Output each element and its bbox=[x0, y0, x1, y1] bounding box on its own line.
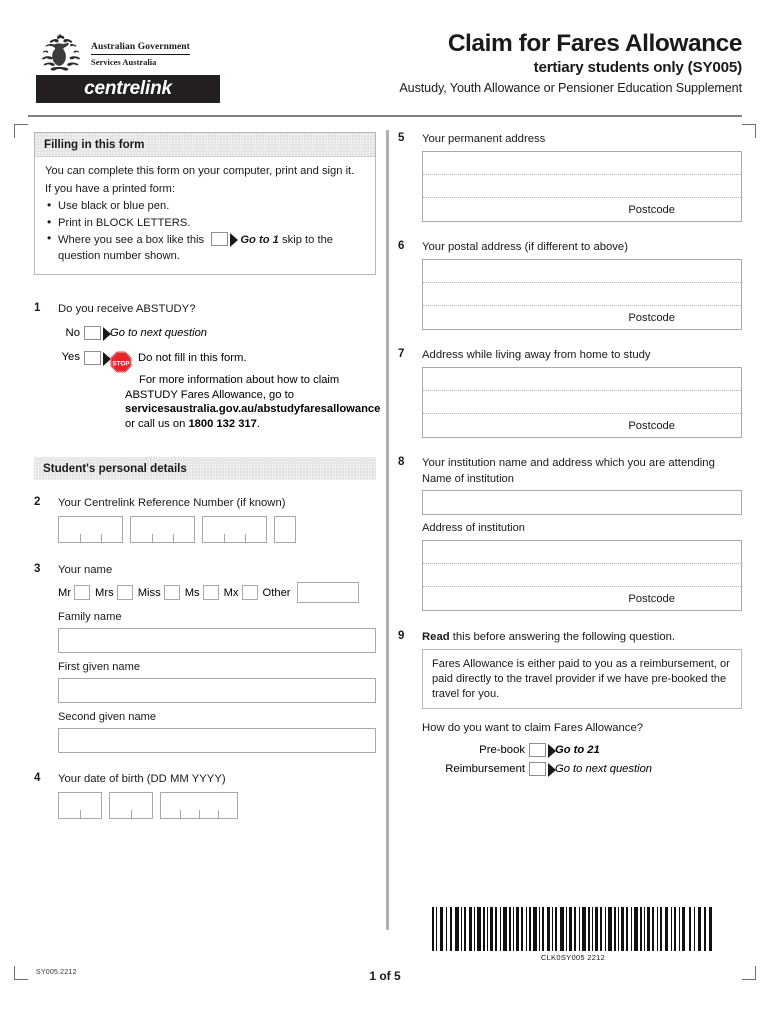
question-9-label bbox=[422, 630, 742, 645]
dob-month-input[interactable] bbox=[109, 792, 153, 819]
crn-group-1[interactable] bbox=[58, 516, 123, 543]
header-divider-rule bbox=[28, 115, 742, 117]
postal-address-block[interactable] bbox=[422, 259, 742, 330]
title-subtitle: tertiary students only (SY005) bbox=[533, 59, 742, 76]
address-line-2[interactable] bbox=[423, 391, 741, 414]
question-3-label: Your name bbox=[58, 564, 113, 577]
bullet-3-tail: skip to the question number shown. bbox=[58, 234, 334, 262]
question-4-label: Your date of birth (DD MM YYYY) bbox=[58, 773, 226, 786]
centrelink-wordmark: centrelink bbox=[84, 78, 172, 99]
institution-name-label: Name of institution bbox=[422, 473, 514, 485]
first-given-name-input[interactable] bbox=[58, 678, 376, 703]
question-9-number: 9 bbox=[398, 630, 405, 642]
barcode-icon bbox=[432, 907, 714, 951]
title-checkbox-mx[interactable] bbox=[242, 585, 258, 600]
study-address-block[interactable] bbox=[422, 367, 742, 438]
address-line-2[interactable] bbox=[423, 283, 741, 306]
government-wordmark bbox=[91, 32, 190, 67]
dob-day-input[interactable] bbox=[58, 792, 102, 819]
question-7-label: Address while living away from home to study bbox=[422, 349, 651, 361]
question-1-stop-phone-line bbox=[125, 417, 376, 432]
crop-mark-top-left bbox=[14, 124, 28, 138]
institution-name-input[interactable] bbox=[422, 490, 742, 515]
address-line-2[interactable] bbox=[423, 175, 741, 198]
title-checkbox-ms[interactable] bbox=[203, 585, 219, 600]
title-option-mrs-label: Mrs bbox=[95, 586, 114, 599]
address-line-1[interactable] bbox=[423, 368, 741, 391]
title-option-other-label: Other bbox=[262, 586, 291, 599]
title-option-ms-label: Ms bbox=[184, 586, 200, 599]
question-9-prebook-checkbox[interactable] bbox=[529, 743, 546, 757]
institution-address-block[interactable] bbox=[422, 540, 742, 611]
address-postcode-row[interactable] bbox=[423, 587, 741, 610]
filling-in-line-2: If you have a printed form: bbox=[45, 182, 175, 195]
barcode-label: CLK0SY005 2212 bbox=[540, 953, 606, 962]
question-6 bbox=[398, 240, 742, 330]
gov-line-australian-government: Australian Government bbox=[91, 42, 190, 55]
question-1-label: Do you receive ABSTUDY? bbox=[58, 303, 196, 315]
question-9-answer-reimbursement bbox=[422, 762, 742, 776]
question-1-phone-number: 1800 132 317 bbox=[188, 417, 257, 430]
question-4-number: 4 bbox=[34, 772, 41, 785]
address-postcode-row[interactable] bbox=[423, 198, 741, 221]
svg-text:STOP: STOP bbox=[112, 360, 130, 368]
question-1-phone-period: . bbox=[256, 417, 260, 430]
form-code-footer: SY005.2212 bbox=[36, 969, 77, 976]
question-9-read-bold: Read bbox=[422, 631, 450, 643]
list-item: • Use black or blue pen. bbox=[45, 199, 365, 215]
centrelink-logo bbox=[36, 75, 220, 103]
fares-allowance-info-box: Fares Allowance is either paid to you as a reimbursement, or paid directly to the travel provider if we have pre-booked the travel for you. bbox=[422, 649, 742, 709]
question-1-no-goto: Go to next question bbox=[110, 327, 208, 339]
question-8-number: 8 bbox=[398, 456, 405, 468]
question-6-number: 6 bbox=[398, 240, 405, 252]
list-item bbox=[45, 232, 365, 264]
question-9-reimbursement-goto: Go to next question bbox=[555, 763, 653, 776]
question-2 bbox=[34, 496, 376, 543]
page-number-footer: 1 of 5 bbox=[369, 969, 401, 983]
column-divider bbox=[386, 130, 389, 930]
question-1-yes-label: Yes bbox=[61, 351, 80, 363]
barcode-area bbox=[432, 907, 714, 962]
question-7 bbox=[398, 348, 742, 438]
crn-group-2[interactable] bbox=[130, 516, 195, 543]
question-4 bbox=[34, 772, 376, 819]
question-9-prebook-label: Pre-book bbox=[479, 744, 525, 757]
question-1-stop-line-1: Do not fill in this form. bbox=[138, 352, 247, 364]
question-5-number: 5 bbox=[398, 132, 405, 144]
postcode-label: Postcode bbox=[628, 419, 675, 432]
page-header bbox=[0, 0, 770, 118]
address-line-2[interactable] bbox=[423, 564, 741, 587]
title-payments-line: Austudy, Youth Allowance or Pensioner Education Supplement bbox=[399, 81, 742, 95]
goto-box-example-icon bbox=[211, 232, 228, 246]
question-9-reimbursement-label: Reimbursement bbox=[445, 763, 525, 776]
question-1-answer-yes bbox=[58, 351, 376, 372]
bullet-3-lead: Where you see a box like this bbox=[58, 234, 205, 246]
title-option-mr-label: Mr bbox=[58, 586, 72, 599]
stop-sign-icon bbox=[110, 351, 131, 372]
coat-of-arms-icon bbox=[38, 32, 84, 72]
goto-example-label: Go to 1 bbox=[240, 234, 279, 246]
crn-group-3[interactable] bbox=[202, 516, 267, 543]
question-5 bbox=[398, 132, 742, 222]
question-2-number: 2 bbox=[34, 496, 41, 509]
page-title bbox=[399, 30, 742, 97]
question-1-answer-no bbox=[58, 326, 376, 340]
question-1-stop-url: servicesaustralia.gov.au/abstudyfaresallowance bbox=[125, 403, 381, 416]
question-9-prebook-goto: Go to 21 bbox=[555, 744, 600, 757]
question-9-reimbursement-checkbox[interactable] bbox=[529, 762, 546, 776]
question-8-label: Your institution name and address which you are attending bbox=[422, 457, 715, 469]
question-3 bbox=[34, 563, 376, 753]
first-given-name-label: First given name bbox=[58, 661, 141, 674]
postcode-label: Postcode bbox=[628, 203, 675, 216]
filling-in-heading: Filling in this form bbox=[35, 133, 375, 157]
family-name-label: Family name bbox=[58, 611, 122, 624]
question-3-number: 3 bbox=[34, 563, 41, 576]
left-column bbox=[34, 132, 381, 819]
address-line-1[interactable] bbox=[423, 541, 741, 564]
crn-input-row bbox=[58, 516, 376, 543]
question-2-label: Your Centrelink Reference Number (if known) bbox=[58, 497, 286, 510]
institution-address-label: Address of institution bbox=[422, 522, 525, 534]
address-line-1[interactable] bbox=[423, 260, 741, 283]
title-selector-row bbox=[58, 582, 376, 603]
second-given-name-input[interactable] bbox=[58, 728, 376, 753]
title-main: Claim for Fares Allowance bbox=[447, 30, 742, 57]
address-postcode-row[interactable] bbox=[423, 414, 741, 437]
question-8 bbox=[398, 456, 742, 611]
question-9-read-tail: this before answering the following question. bbox=[452, 631, 676, 643]
question-9-answer-prebook bbox=[422, 743, 742, 757]
question-1-number: 1 bbox=[34, 302, 41, 314]
filling-in-bullet-list bbox=[45, 199, 365, 264]
postcode-label: Postcode bbox=[628, 592, 675, 605]
question-1 bbox=[34, 302, 381, 431]
filling-in-body bbox=[35, 157, 375, 274]
gov-line-services-australia: Services Australia bbox=[91, 57, 157, 67]
postcode-label: Postcode bbox=[628, 311, 675, 324]
crop-mark-top-right bbox=[742, 124, 756, 138]
question-1-call-text: or call us on bbox=[125, 417, 186, 430]
question-7-number: 7 bbox=[398, 348, 405, 360]
question-1-no-checkbox[interactable] bbox=[84, 326, 101, 340]
filling-in-this-form-box bbox=[34, 132, 376, 275]
second-given-name-label: Second given name bbox=[58, 711, 157, 724]
dob-year-input[interactable] bbox=[160, 792, 238, 819]
date-of-birth-row bbox=[58, 792, 376, 819]
question-9-claim-question: How do you want to claim Fares Allowance? bbox=[422, 722, 644, 735]
question-1-no-label: No bbox=[65, 327, 80, 339]
question-1-stop-detail bbox=[125, 373, 381, 431]
title-checkbox-miss[interactable] bbox=[164, 585, 180, 600]
address-postcode-row[interactable] bbox=[423, 306, 741, 329]
list-item: • Print in BLOCK LETTERS. bbox=[45, 216, 365, 232]
question-6-label: Your postal address (if different to above) bbox=[422, 241, 628, 253]
australian-government-logo bbox=[38, 32, 190, 72]
right-column bbox=[398, 132, 742, 776]
address-line-1[interactable] bbox=[423, 152, 741, 175]
permanent-address-block[interactable] bbox=[422, 151, 742, 222]
title-checkbox-mrs[interactable] bbox=[117, 585, 133, 600]
title-option-mx-label: Mx bbox=[223, 586, 239, 599]
filling-in-line-1: You can complete this form on your computer, print and sign it. bbox=[45, 165, 355, 177]
crn-group-4[interactable] bbox=[274, 516, 296, 543]
title-other-input[interactable] bbox=[297, 582, 359, 603]
section-header-personal-details: Student's personal details bbox=[34, 457, 376, 480]
question-9 bbox=[398, 630, 742, 776]
question-1-yes-checkbox[interactable] bbox=[84, 351, 101, 365]
title-checkbox-mr[interactable] bbox=[74, 585, 90, 600]
family-name-input[interactable] bbox=[58, 628, 376, 653]
question-5-label: Your permanent address bbox=[422, 133, 546, 145]
title-option-miss-label: Miss bbox=[137, 586, 161, 599]
question-1-stop-line-2: For more information about how to claim bbox=[139, 374, 340, 386]
question-1-stop-line-3: ABSTUDY Fares Allowance, go to bbox=[125, 388, 294, 401]
